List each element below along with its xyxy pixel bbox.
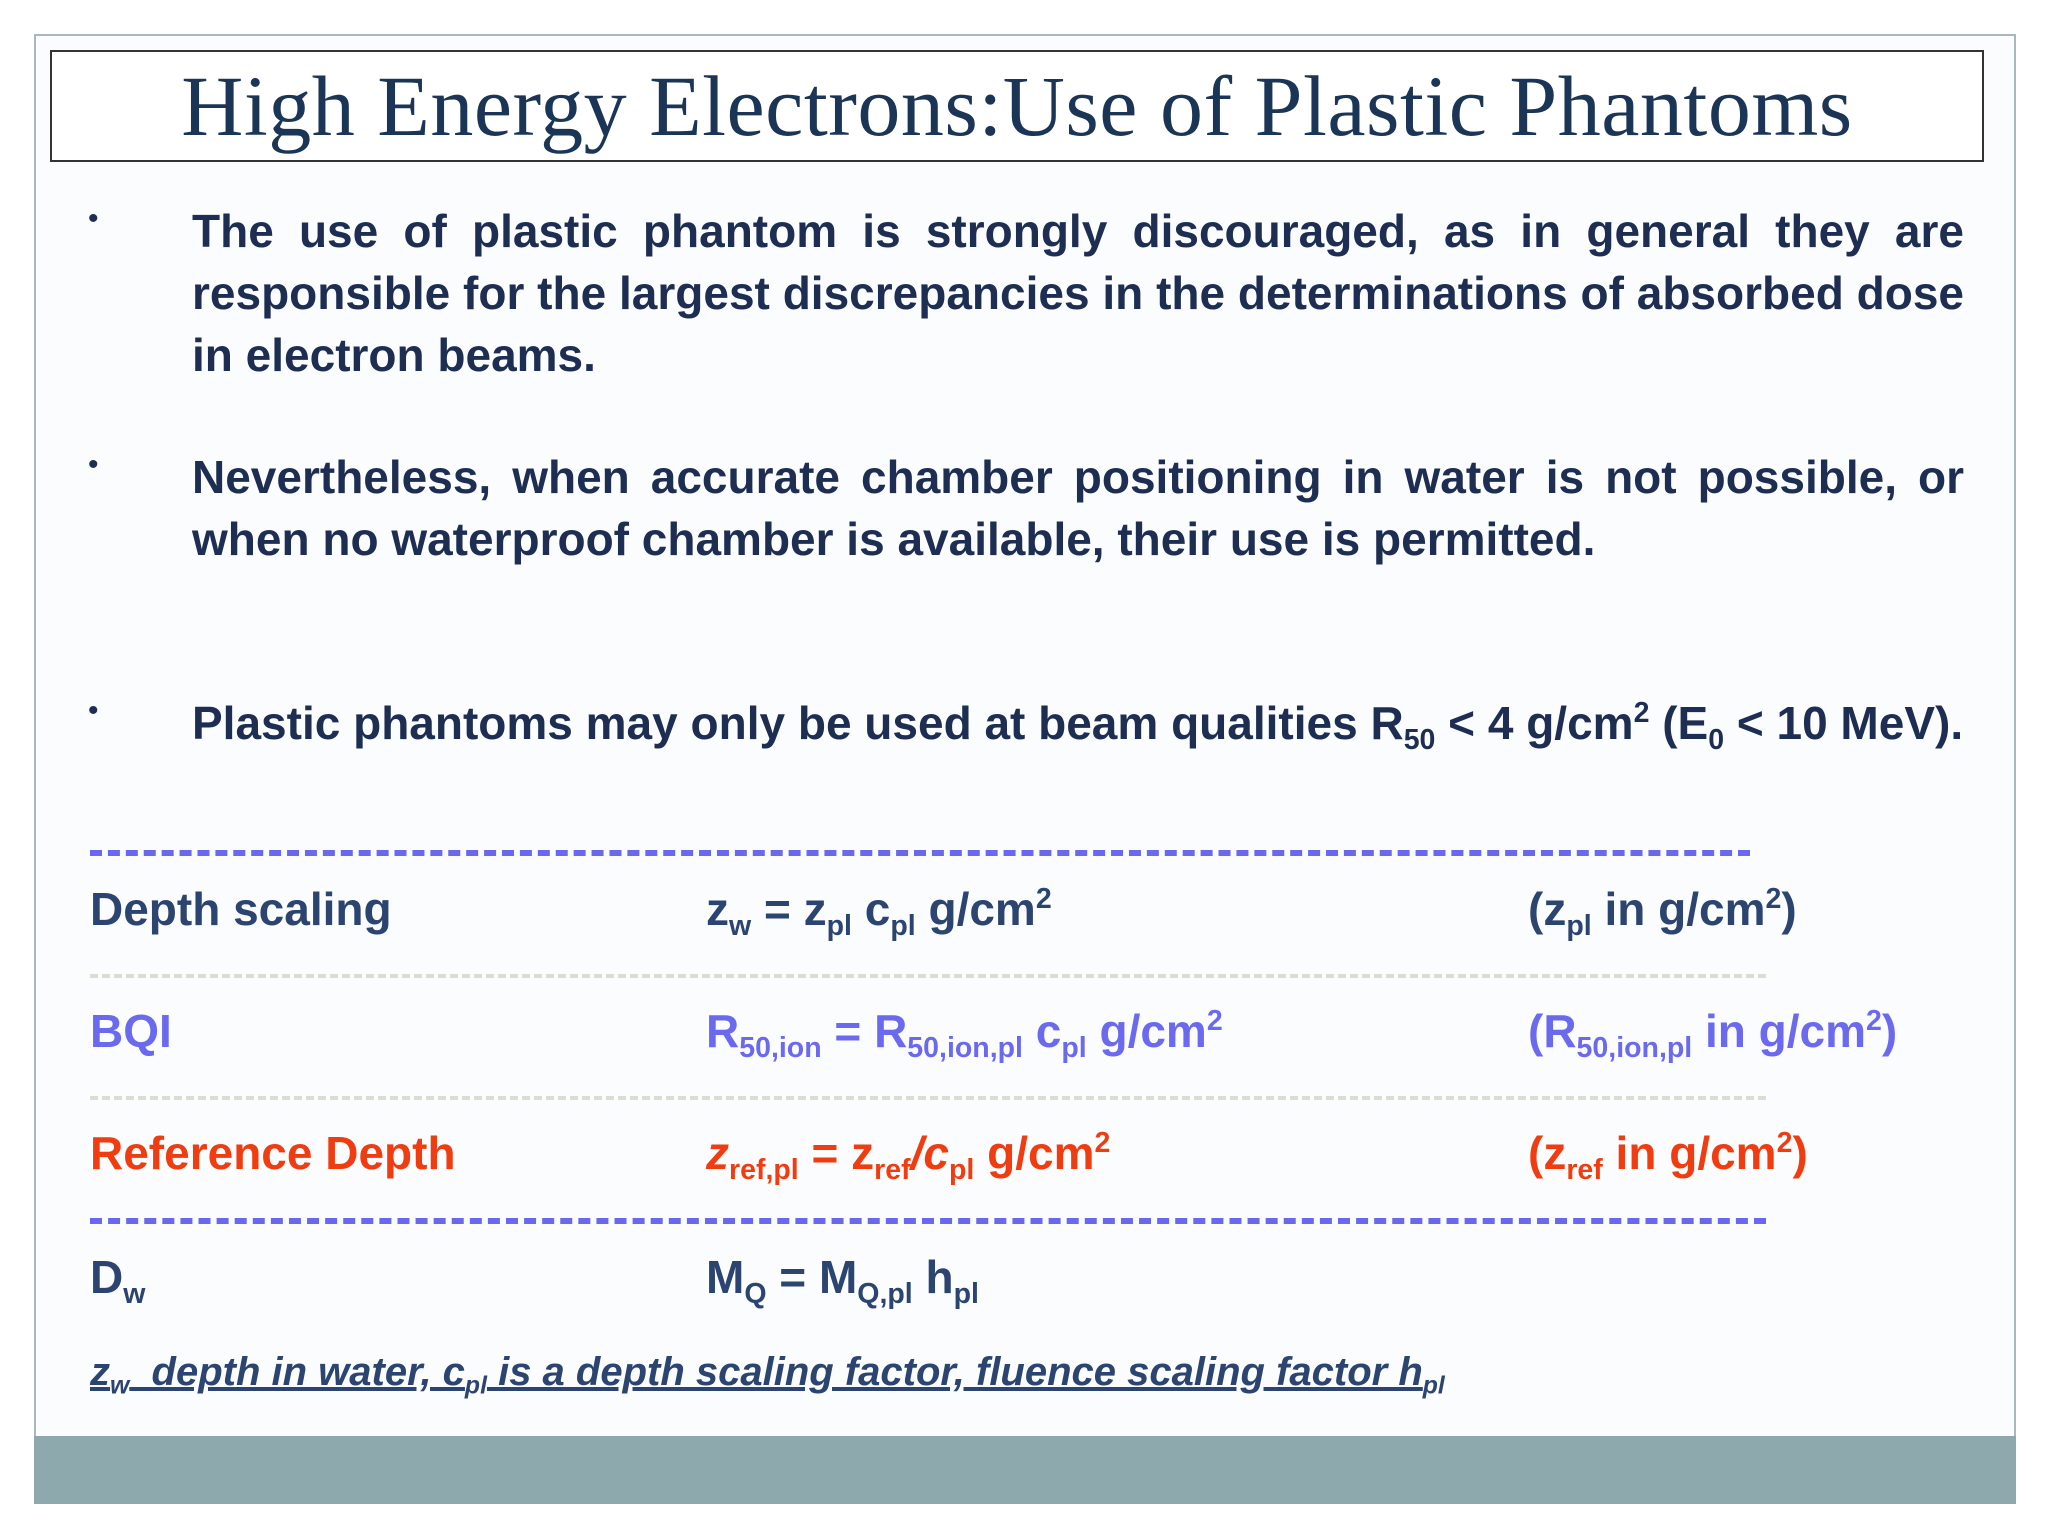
footnote-definitions: $z_w$ depth in water, $c_{pl}$ is a depth scaling factor, fluence scaling factor $h_{pl}$ <box>90 1350 1445 1400</box>
title-box <box>50 50 1984 162</box>
note-depth-scaling: ($z_{pl}$ in $g/cm^2$) <box>1528 882 1797 942</box>
note-bqi: ($R_{50,ion,pl}$ in $g/cm^2$) <box>1528 1004 1898 1064</box>
bullet-marker: • <box>88 694 99 727</box>
bullet-text: Plastic phantoms may only be used at beam qualities $R_{50} < 4$ $g/cm^2$ ($E_0 < 10$ MeV). <box>192 696 1964 756</box>
divider-dashed-light <box>90 1096 1766 1100</box>
formula-bqi: $R_{50,ion} = R_{50,ion,pl}$ $c_{pl}$ $g/cm^2$ <box>706 1004 1223 1064</box>
slide-title: High Energy Electrons:Use of Plastic Phantoms <box>181 58 1853 154</box>
bullet-text: The use of plastic phantom is strongly discouraged, as in general they are responsible for the largest discrepancies in the determinations of absorbed dose in electron beams. <box>192 205 1964 381</box>
divider-dashed <box>90 850 1750 856</box>
formula-depth-scaling: $z_w = z_{pl}$ $c_{pl}$ $g/cm^2$ <box>706 882 1052 942</box>
bullet-text: Nevertheless, when accurate chamber positioning in water is not possible, or when no waterproof chamber is available, their use is permitted. <box>192 451 1964 565</box>
divider-dashed <box>90 1218 1766 1224</box>
row-label-reference-depth: Reference Depth <box>90 1127 456 1179</box>
formula-dose-water: $M_Q = M_{Q,pl}$ $h_{pl}$ <box>706 1251 979 1310</box>
row-label-bqi: BQI <box>90 1005 172 1057</box>
bullet-marker: • <box>88 202 99 235</box>
bullet-marker: • <box>88 448 99 481</box>
slide-footer-band <box>34 1436 2016 1504</box>
divider-dashed-light <box>90 974 1766 978</box>
note-reference-depth: ($z_{ref}$ in $g/cm^2$) <box>1528 1126 1808 1186</box>
row-label-dose-water: $D_w$ <box>90 1251 146 1310</box>
formula-reference-depth: $z_{ref,pl} = z_{ref}/c_{pl}$ $g/cm^2$ <box>706 1126 1111 1186</box>
row-label-depth-scaling: Depth scaling <box>90 883 392 935</box>
